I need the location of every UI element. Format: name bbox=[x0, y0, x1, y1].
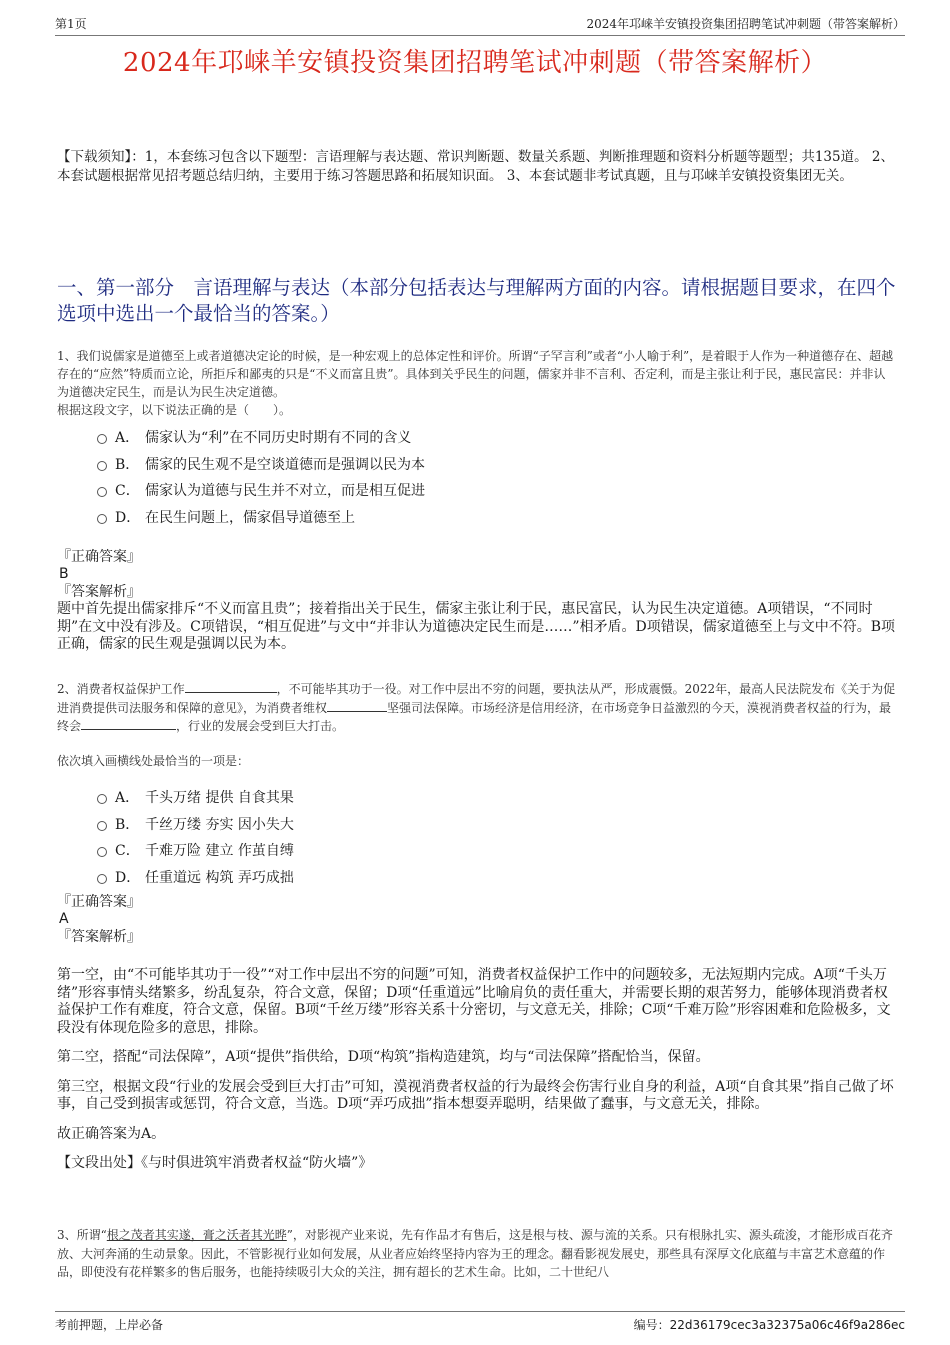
page-header bbox=[55, 13, 905, 36]
answer-analysis: 题中首先提出儒家排斥“不义而富且贵”；接着指出关于民生，儒家主张让利于民，惠民富民，认为民生决定道德。A项错误，“不同时期”在文中没有涉及。C项错误，“相互促进”与文中“并非认为道德决定民生而是……”相矛盾。D项错误，儒家道德至上与文中不符。B项正确，儒家的民生观是强调以民为本。 bbox=[57, 601, 896, 652]
question-3 bbox=[57, 1226, 897, 1282]
question-2-options bbox=[57, 788, 897, 894]
question-2-answer bbox=[57, 893, 897, 946]
radio-icon[interactable] bbox=[97, 487, 107, 497]
source: 【文段出处】《与时俱进筑牢消费者权益“防火墙”》 bbox=[57, 1155, 373, 1171]
answer-label: 『正确答案』 bbox=[57, 894, 141, 910]
question-1 bbox=[57, 347, 897, 419]
analysis-paragraph-3: 第三空，根据文段“行业的发展会受到巨大打击”可知，漠视消费者权益的行为最终会伤害行业自身的利益，A项“自食其果”指自己做了坏事，自己受到损害或惩罚，符合文意，当选。D项“弄巧成拙”指本想耍弄聪明，结果做了蠢事，与文意无关，排除。 bbox=[57, 1078, 894, 1112]
answer-label: 『正确答案』 bbox=[57, 549, 141, 565]
question-stem: 1、我们说儒家是道德至上或者道德决定论的时候，是一种宏观上的总体定性和评价。所谓“子罕言利”或者“小人喻于利”，是着眼于人作为一种道德存在、超越存在的“应然”特质而立论，所拒斥和鄙夷的只是“不义而富且贵”。具体到关乎民生的问题，儒家并非不言利、否定利，而是主张让利于民，惠民富民：并非认为道德决定民生，而是认为民生决定道德。 bbox=[57, 349, 894, 399]
analysis-label: 『答案解析』 bbox=[57, 584, 141, 600]
conclusion: 故正确答案为A。 bbox=[57, 1125, 166, 1142]
option-a[interactable]: A． 千头万绪 提供 自食其果 bbox=[57, 788, 897, 815]
blank-2[interactable] bbox=[327, 699, 387, 712]
option-c[interactable]: C． 千难万险 建立 作茧自缚 bbox=[57, 841, 897, 868]
option-b[interactable]: B． 千丝万缕 夯实 因小失大 bbox=[57, 815, 897, 842]
blank-3[interactable] bbox=[81, 717, 176, 730]
question-2-analysis bbox=[57, 967, 897, 1173]
footer-slogan: 考前押题，上岸必备 bbox=[55, 1318, 164, 1332]
document-title: 2024年邛崃羊安镇投资集团招聘笔试冲刺题（带答案解析） bbox=[122, 48, 828, 78]
answer-value: A bbox=[59, 911, 69, 927]
radio-icon[interactable] bbox=[97, 461, 107, 471]
radio-icon[interactable] bbox=[97, 434, 107, 444]
page-number: 第1页 bbox=[55, 17, 87, 31]
question-1-options bbox=[57, 428, 897, 534]
analysis-paragraph-2: 第二空，搭配“司法保障”，A项“提供”指供给，D项“构筑”指构造建筑，均与“司法保障”搭配恰当，保留。 bbox=[57, 1049, 710, 1065]
quote: 根之茂者其实遂，膏之沃者其光晔 bbox=[106, 1228, 287, 1242]
answer-value: B bbox=[59, 566, 69, 582]
radio-icon[interactable] bbox=[97, 821, 107, 831]
section-title: 一、第一部分 言语理解与表达（本部分包括表达与理解两方面的内容。请根据题目要求，在四个选项中选出一个最恰当的答案。） bbox=[57, 276, 896, 325]
option-d[interactable]: D． 任重道远 构筑 弄巧成拙 bbox=[57, 868, 897, 895]
question-1-answer bbox=[57, 548, 897, 654]
question-prompt: 根据这段文字，以下说法正确的是（ ）。 bbox=[57, 403, 292, 417]
option-d[interactable]: D． 在民生问题上，儒家倡导道德至上 bbox=[57, 508, 897, 535]
question-prompt: 依次填入画横线处最恰当的一项是： bbox=[57, 753, 250, 768]
option-a[interactable]: A． 儒家认为“利”在不同历史时期有不同的含义 bbox=[57, 428, 897, 455]
option-c[interactable]: C． 儒家认为道德与民生并不对立，而是相互促进 bbox=[57, 481, 897, 508]
radio-icon[interactable] bbox=[97, 847, 107, 857]
blank-1[interactable] bbox=[185, 680, 277, 693]
analysis-paragraph-1: 第一空，由“不可能毕其功于一役”“对工作中层出不穷的问题”可知，消费者权益保护工作中的问题较多，无法短期内完成。A项“千头万绪”形容事情头绪繁多，纷乱复杂，符合文意，保留；D项“任重道远”比喻肩负的责任重大，并需要长期的艰苦努力，能够体现消费者权益保护工作有难度，符合文意，保留。B项“千丝万缕”形容关系十分密切，与文意无关，排除；C项“千难万险”形容困难和危险极多，文段没有体现危险多的意思，排除。 bbox=[57, 967, 891, 1036]
radio-icon[interactable] bbox=[97, 514, 107, 524]
download-notice: 【下载须知】：1，本套练习包含以下题型：言语理解与表达题、常识判断题、数量关系题、判断推理题和资料分析题等题型；共135道。 2、本套试题根据常见招考题总结归纳，主要用于练习答题思路和拓展知识面。 3、本套试题非考试真题，且与邛崃羊安镇投资集团无关。 bbox=[57, 149, 894, 184]
analysis-label: 『答案解析』 bbox=[57, 929, 141, 945]
option-b[interactable]: B． 儒家的民生观不是空谈道德而是强调以民为本 bbox=[57, 455, 897, 482]
page-footer bbox=[55, 1311, 905, 1336]
question-stem: 2、消费者权益保护工作 ，不可能毕其功于一役。对工作中层出不穷的问题，要执法从严，形成震慑。2022年，最高人民法院发布《关于为促进消费提供司法服务和保障的意见》，为消费者维权 坚强司法保障。市场经济是信用经济，在市场竞争日益激烈的今天，漠视消费者权益的行为，最终会 ，行业的发展会受到巨大打击。 bbox=[57, 682, 896, 733]
question-2 bbox=[57, 680, 897, 770]
footer-code: 编号：22d36179cec3a32375a06c46f9a286ec bbox=[633, 1318, 905, 1332]
question-stem: 3、所谓“根之茂者其实遂，膏之沃者其光晔”，对影视产业来说，先有作品才有售后，这是根与枝、源与流的关系。只有根脉扎实、源头疏浚，才能形成百花齐放、大河奔涌的生动景象。因此，不管影视行业如何发展，从业者应始终坚持内容为王的理念。翻看影视发展史，那些具有深厚文化底蕴与丰富艺术意蕴的作品，即使没有花样繁多的售后服务，也能持续吸引大众的关注，拥有超长的艺术生命。比如，二十世纪八 bbox=[57, 1228, 893, 1279]
header-doc-name: 2024年邛崃羊安镇投资集团招聘笔试冲刺题（带答案解析） bbox=[586, 17, 905, 31]
radio-icon[interactable] bbox=[97, 794, 107, 804]
radio-icon[interactable] bbox=[97, 874, 107, 884]
